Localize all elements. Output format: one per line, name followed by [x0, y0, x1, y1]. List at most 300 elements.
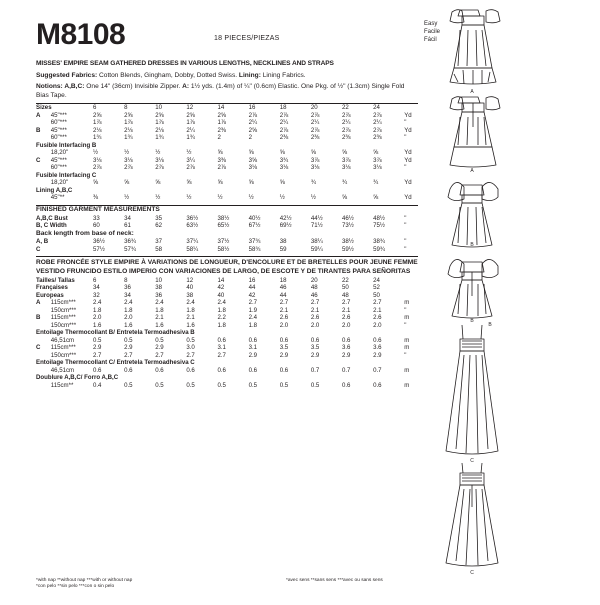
- yardage-value: ⅝: [279, 149, 285, 157]
- yardage-value: 3.1: [248, 344, 258, 352]
- yardage-value: ⅝: [373, 149, 379, 157]
- fabric-width: 115cm**: [50, 381, 74, 389]
- unit-label: ": [404, 351, 407, 359]
- yardage-value: 2¼: [248, 119, 258, 127]
- yardage-value: 2⅞: [373, 126, 382, 134]
- yardage-value: 2.0: [373, 321, 382, 329]
- yardage-value: 2.1: [310, 306, 320, 314]
- yardage-value: ½: [92, 149, 99, 157]
- finished-measurements-table: [36, 215, 418, 230]
- view-label: B: [470, 318, 474, 324]
- yardage-value: 2⅞: [279, 111, 289, 119]
- yardage-value: 2: [217, 134, 221, 142]
- lining-label: Lining:: [238, 71, 261, 79]
- size-cell: 6: [92, 104, 97, 112]
- yardage-value: 1⅞: [217, 119, 226, 127]
- yardage-value: 0.6: [341, 381, 351, 389]
- back-length-table: [36, 238, 418, 253]
- sizes-label: Sizes: [36, 104, 52, 112]
- size-cell: 42: [248, 291, 256, 299]
- unit-label: Yd: [404, 156, 412, 164]
- view-label: [36, 179, 51, 187]
- yardage-value: ½: [124, 194, 130, 202]
- fabric-width: 45"***: [50, 156, 67, 164]
- fabric-width: 18,20": [50, 179, 69, 187]
- yardage-value: 2.1: [279, 306, 289, 314]
- yardage-value: 3.5: [310, 344, 320, 352]
- yardage-value: ½: [248, 194, 254, 202]
- yardage-value: ⅝: [217, 149, 223, 157]
- unit-label: ": [404, 245, 407, 253]
- yardage-value: 0.5: [310, 381, 320, 389]
- yardage-value: 2.0: [341, 321, 351, 329]
- unit-cell: [404, 284, 418, 292]
- yardage-value: 2⅜: [341, 134, 351, 142]
- measurement-value: 42½: [279, 214, 292, 222]
- unit-cell: [404, 277, 418, 285]
- yardage-value: 2.9: [279, 351, 289, 359]
- yardage-value: 0.6: [310, 336, 320, 344]
- fabrics-text: Cotton Blends, Gingham, Dobby, Dotted Swiss.: [97, 71, 239, 79]
- yardage-value: 2⅛: [92, 126, 102, 134]
- view-label: A: [36, 111, 41, 119]
- yardage-value: 1¾: [155, 134, 164, 142]
- yardage-value: 1.8: [92, 306, 102, 314]
- yardage-value: 1.6: [155, 321, 164, 329]
- measurement-value: 58: [155, 245, 162, 253]
- yardage-value: 0.5: [124, 336, 133, 344]
- yardage-value: 3.1: [217, 344, 226, 352]
- yardage-row: [36, 164, 418, 172]
- measurement-value: 44½: [310, 214, 323, 222]
- size-cell: 50: [341, 284, 349, 292]
- metric-size-row: [36, 277, 418, 285]
- yardage-value: ½: [310, 194, 316, 202]
- yardage-value: ½: [186, 194, 192, 202]
- size-cell: 34: [92, 284, 100, 292]
- fabric-width: 45"***: [50, 126, 67, 134]
- unit-label: ": [404, 164, 407, 172]
- view-label: B: [36, 126, 41, 134]
- view-label: A: [470, 168, 474, 174]
- yardage-value: ⅝: [92, 179, 99, 187]
- measurement-value: 57¾: [124, 245, 136, 253]
- metric-sizes-table: [36, 277, 418, 300]
- yardage-value: 0.5: [186, 381, 195, 389]
- view-label: [36, 164, 51, 172]
- view-label: [36, 367, 51, 375]
- yardage-value: ½: [217, 194, 223, 202]
- yardage-value: 0.7: [341, 366, 351, 374]
- measurement-label: A, B: [36, 238, 49, 246]
- section-row: [36, 329, 418, 337]
- yardage-value: 2.7: [310, 299, 320, 307]
- size-cell: 46: [310, 291, 318, 299]
- measurement-value: 33: [92, 214, 100, 222]
- yardage-row: [36, 149, 418, 157]
- size-cell: 6: [92, 276, 97, 284]
- section-row: [36, 359, 418, 367]
- yardage-row: [36, 112, 418, 120]
- fabric-width: 45"***: [50, 111, 67, 119]
- yardage-value: 2: [248, 134, 252, 142]
- measurement-label: B, C Width: [36, 222, 67, 230]
- yardage-value: 3.5: [279, 344, 289, 352]
- section-label: Entoilage Thermocollant C/ Entretela Termoadhesiva C: [36, 359, 195, 367]
- measurement-row: [36, 215, 418, 223]
- yardage-value: 0.6: [248, 366, 258, 374]
- yardage-value: 2⅝: [217, 111, 226, 119]
- yardage-row: [36, 127, 418, 135]
- measurement-value: 37¾: [248, 238, 261, 246]
- yardage-value: 0.5: [124, 381, 133, 389]
- yardage-value: 3⅛: [248, 164, 258, 172]
- yardage-value: 0.6: [373, 336, 382, 344]
- yardage-value: ½: [124, 149, 130, 157]
- yardage-value: 2.4: [217, 299, 226, 307]
- unit-label: m: [404, 381, 410, 389]
- measurement-value: 38½: [217, 214, 230, 222]
- yardage-value: 0.5: [155, 381, 164, 389]
- fabric-width: 115cm***: [50, 314, 76, 322]
- size-cell: 36: [124, 284, 131, 292]
- yardage-value: 3⅛: [155, 156, 164, 164]
- notions: [36, 83, 418, 100]
- yardage-value: 2.4: [92, 299, 102, 307]
- footnote-spanish: *con pelo **sin pelo ***con o sin pelo: [36, 584, 115, 589]
- yardage-value: 2.6: [341, 314, 351, 322]
- yardage-value: 1.9: [248, 306, 258, 314]
- view-label: C: [36, 156, 41, 164]
- yardage-value: 1.8: [248, 321, 258, 329]
- yardage-value: 2⅞: [341, 111, 351, 119]
- size-cell: 44: [248, 284, 256, 292]
- view-label: A: [36, 299, 41, 307]
- yardage-value: 3⅛: [373, 164, 382, 172]
- yardage-value: 2⅝: [92, 111, 102, 119]
- fabric-width: 60"***: [50, 134, 67, 142]
- metric-yardage-row: [36, 299, 418, 307]
- size-cell: 22: [341, 104, 349, 112]
- yardage-value: 2.9: [341, 351, 351, 359]
- yardage-value: 2.1: [186, 314, 195, 322]
- yardage-row: [36, 179, 418, 187]
- metric-yardage-row: [36, 337, 418, 345]
- size-cell: 14: [217, 276, 225, 284]
- yardage-value: 2⅞: [186, 164, 195, 172]
- yardage-value: 2.7: [92, 351, 102, 359]
- yardage-value: ⅝: [341, 194, 348, 202]
- yardage-value: 2.9: [248, 351, 258, 359]
- unit-label: m: [404, 336, 410, 344]
- notions-a-label: A:: [182, 83, 190, 91]
- yardage-row: [36, 194, 418, 202]
- size-cell: 10: [155, 104, 162, 112]
- size-label: Françaises: [36, 284, 68, 292]
- measurement-value: 48½: [373, 214, 385, 222]
- size-cell: 24: [373, 276, 380, 284]
- yardage-value: 0.6: [373, 381, 382, 389]
- section-label: Doublure A,B,C/ Forro A,B,C: [36, 374, 119, 382]
- size-cell: 46: [279, 284, 287, 292]
- yardage-value: 3.6: [341, 344, 351, 352]
- unit-label: m: [404, 314, 410, 322]
- size-cell: 34: [124, 291, 131, 299]
- yardage-value: 2⅛: [155, 126, 164, 134]
- measurement-value: 58¾: [248, 245, 261, 253]
- title-french: ROBE FRONCÉE STYLE EMPIRE À VARIATIONS DE LONGUEUR, D'ENCOLURE ET DE BRETELLES POUR JEUNE FEMME: [36, 259, 418, 267]
- yardage-value: 3⅝: [248, 156, 258, 164]
- yardage-value: 2¼: [341, 119, 351, 127]
- yardage-value: 2⅜: [279, 134, 289, 142]
- view-label: C: [36, 344, 41, 352]
- yardage-value: 2.6: [373, 314, 382, 322]
- yardage-row: [36, 119, 418, 127]
- footnote-english: *with nap **without nap ***with or without nap: [36, 578, 133, 583]
- yardage-value: 0.6: [248, 336, 258, 344]
- yardage-value: 2.4: [248, 314, 258, 322]
- yardage-value: 2¼: [279, 119, 289, 127]
- header: [36, 18, 441, 52]
- yardage-value: ⅝: [186, 179, 192, 187]
- metric-size-row: [36, 284, 418, 292]
- yardage-value: 2.7: [155, 351, 164, 359]
- unit-label: Yd: [404, 194, 412, 202]
- yardage-row: [36, 157, 418, 165]
- yardage-value: ⅝: [217, 179, 223, 187]
- yardage-value: 0.5: [217, 381, 226, 389]
- technical-drawings: [430, 0, 600, 600]
- unit-label: ": [404, 119, 407, 127]
- measurement-value: 69½: [279, 222, 292, 230]
- unit-label: Yd: [404, 111, 412, 119]
- yardage-value: 2.9: [92, 344, 102, 352]
- yardage-row: [36, 134, 418, 142]
- metric-yardage-table: [36, 299, 418, 389]
- measurement-value: 34: [124, 214, 131, 222]
- yardage-value: 2.7: [186, 351, 195, 359]
- yardage-value: 2.9: [155, 344, 164, 352]
- measurement-value: 57½: [92, 245, 105, 253]
- measurement-value: 36¾: [124, 238, 136, 246]
- measurement-row: [36, 222, 418, 230]
- view-b-front-drawing: [448, 182, 498, 247]
- measurement-value: 59½: [341, 245, 354, 253]
- yardage-value: 2¼: [373, 119, 382, 127]
- unit-label: m: [404, 344, 410, 352]
- yardage-value: 2.0: [124, 314, 133, 322]
- yardage-value: 2⅜: [217, 126, 226, 134]
- yardage-value: 3⅛: [341, 164, 351, 172]
- yardage-value: ¾: [310, 179, 316, 187]
- yardage-value: ½: [155, 149, 161, 157]
- section-row: [36, 187, 418, 195]
- measurement-value: 71½: [310, 222, 323, 230]
- view-label: [36, 134, 51, 142]
- measurement-value: 38½: [341, 238, 354, 246]
- yardage-value: 2⅞: [92, 164, 102, 172]
- size-cell: 8: [124, 276, 128, 284]
- measurement-value: 63½: [186, 222, 199, 230]
- size-cell: 32: [92, 291, 100, 299]
- yardage-value: 2.9: [310, 351, 320, 359]
- unit-cell: [404, 104, 418, 112]
- difficulty-es: Fácil: [424, 37, 437, 43]
- unit-label: ": [404, 306, 407, 314]
- metric-yardage-row: [36, 367, 418, 375]
- unit-label: Yd: [404, 149, 412, 157]
- yardage-value: 2⅜: [310, 134, 320, 142]
- yardage-value: 2⅞: [124, 164, 133, 172]
- measurement-row: [36, 238, 418, 246]
- size-cell: 38: [186, 291, 194, 299]
- size-cell: 14: [217, 104, 225, 112]
- lining-text: Lining Fabrics.: [260, 71, 306, 79]
- measurement-row: [36, 246, 418, 254]
- yardage-value: ⅝: [248, 179, 254, 187]
- yardage-value: 2¼: [310, 119, 320, 127]
- notions-text: One 14" (36cm) Invisible Zipper.: [84, 83, 183, 91]
- yardage-value: 2.0: [279, 321, 289, 329]
- yardage-value: 1.8: [155, 306, 164, 314]
- size-cell: 16: [248, 104, 256, 112]
- yardage-value: 2⅞: [279, 126, 289, 134]
- view-label: [36, 149, 51, 157]
- yardage-value: 1¾: [186, 134, 195, 142]
- yardage-value: 3⅛: [310, 164, 320, 172]
- yardage-value: ⅝: [124, 179, 130, 187]
- yardage-value: 1⅞: [155, 119, 164, 127]
- yardage-value: ⅝: [373, 194, 379, 202]
- yardage-value: 2⅝: [248, 126, 258, 134]
- yardage-value: 1⅞: [186, 119, 195, 127]
- view-a-back-drawing: [450, 97, 500, 167]
- yardage-value: 2.1: [373, 306, 382, 314]
- yardage-value: ⅝: [155, 179, 161, 187]
- section-label: Lining A,B,C: [36, 186, 73, 194]
- footnote-french: *avec sens **sans sens ***avec ou sans sens: [286, 578, 383, 583]
- measurement-value: 58½: [217, 245, 230, 253]
- measurement-value: 36½: [186, 214, 199, 222]
- yardage-value: 1.6: [186, 321, 195, 329]
- size-cell: 48: [310, 284, 318, 292]
- yardage-value: 1.6: [124, 321, 133, 329]
- finished-measurements-title: FINISHED GARMENT MEASUREMENTS: [36, 205, 160, 213]
- size-cell: 20: [310, 276, 318, 284]
- imperial-yardage-table: [36, 104, 418, 202]
- metric-yardage-row: [36, 352, 418, 360]
- size-cell: 12: [186, 104, 194, 112]
- section-label: Fusible Interfacing B: [36, 141, 97, 149]
- yardage-value: ⅝: [248, 149, 254, 157]
- yardage-value: 0.6: [217, 336, 226, 344]
- yardage-value: 2.2: [217, 314, 226, 322]
- view-label: A: [470, 89, 474, 95]
- yardage-value: 3⅛: [279, 164, 289, 172]
- metric-yardage-row: [36, 314, 418, 322]
- yardage-value: 3¼: [186, 156, 195, 164]
- yardage-value: 2⅞: [310, 126, 320, 134]
- yardage-value: 3.6: [373, 344, 382, 352]
- unit-label: ": [404, 321, 407, 329]
- yardage-value: ½: [279, 194, 285, 202]
- yardage-value: 1.8: [186, 306, 195, 314]
- yardage-value: 0.6: [341, 336, 351, 344]
- unit-label: ": [404, 238, 407, 246]
- yardage-value: 3¾: [279, 156, 289, 164]
- yardage-value: 0.6: [124, 366, 133, 374]
- size-cell: 40: [217, 291, 225, 299]
- divider: [36, 256, 418, 257]
- measurement-value: 38: [279, 238, 287, 246]
- yardage-value: 0.5: [186, 336, 195, 344]
- size-cell: 48: [341, 291, 349, 299]
- yardage-value: 0.6: [217, 366, 226, 374]
- size-cell: 44: [279, 291, 287, 299]
- measurement-value: 59¼: [310, 245, 323, 253]
- yardage-value: 2⅞: [373, 111, 382, 119]
- yardage-value: 3⅞: [341, 156, 351, 164]
- yardage-value: 2.0: [310, 321, 320, 329]
- measurement-value: 73½: [341, 222, 354, 230]
- measurement-label: C: [36, 245, 41, 253]
- measurement-value: 61: [124, 222, 131, 230]
- yardage-value: 2.9: [373, 351, 382, 359]
- yardage-value: 2.6: [279, 314, 289, 322]
- dress-line-drawings: [430, 0, 600, 600]
- size-label: Europeas: [36, 291, 64, 299]
- view-label: B: [488, 322, 492, 328]
- section-row: [36, 374, 418, 382]
- view-label: [36, 352, 51, 360]
- fabric-width: 115cm***: [50, 299, 76, 307]
- yardage-value: 0.7: [373, 366, 382, 374]
- view-c-back-drawing: [446, 463, 498, 566]
- notions-a-text: 1½ yds. (1.4m) of ¼" (0.6cm) Elastic. One Pkg. of ½" (1.3cm) Single Fold Bias Tape.: [36, 83, 405, 99]
- unit-label: Yd: [404, 126, 412, 134]
- size-cell: 18: [279, 104, 287, 112]
- metric-size-row: [36, 292, 418, 300]
- fabrics-label: Suggested Fabrics:: [36, 71, 98, 79]
- yardage-value: 1¾: [92, 134, 102, 142]
- measurement-value: 38¾: [373, 238, 385, 246]
- size-cell: 12: [186, 276, 194, 284]
- yardage-value: 0.5: [279, 381, 289, 389]
- yardage-value: 1⅞: [124, 119, 133, 127]
- yardage-value: 2.4: [155, 299, 164, 307]
- notions-label: Notions: A,B,C:: [36, 83, 85, 91]
- measurement-value: 75½: [373, 222, 385, 230]
- yardage-value: 1.8: [124, 306, 133, 314]
- difficulty-en: Easy: [424, 21, 438, 27]
- yardage-value: 0.5: [248, 381, 258, 389]
- measurement-value: 46½: [341, 214, 354, 222]
- yardage-value: 2⅞: [155, 164, 164, 172]
- yardage-value: 2⅞: [341, 126, 351, 134]
- measurement-value: 58¼: [186, 245, 199, 253]
- metric-yardage-row: [36, 307, 418, 315]
- view-label: [36, 322, 51, 330]
- yardage-value: 2.4: [124, 299, 133, 307]
- size-cell: 50: [373, 291, 380, 299]
- yardage-value: 0.6: [155, 366, 164, 374]
- fabric-width: 150cm***: [50, 321, 77, 329]
- yardage-value: ⅜: [92, 194, 99, 202]
- section-label: Fusible Interfacing C: [36, 171, 97, 179]
- yardage-value: 1.6: [92, 321, 102, 329]
- section-label: Entoilage Thermocollant B/ Entretela Termoadhesiva B: [36, 329, 195, 337]
- section-row: [36, 142, 418, 150]
